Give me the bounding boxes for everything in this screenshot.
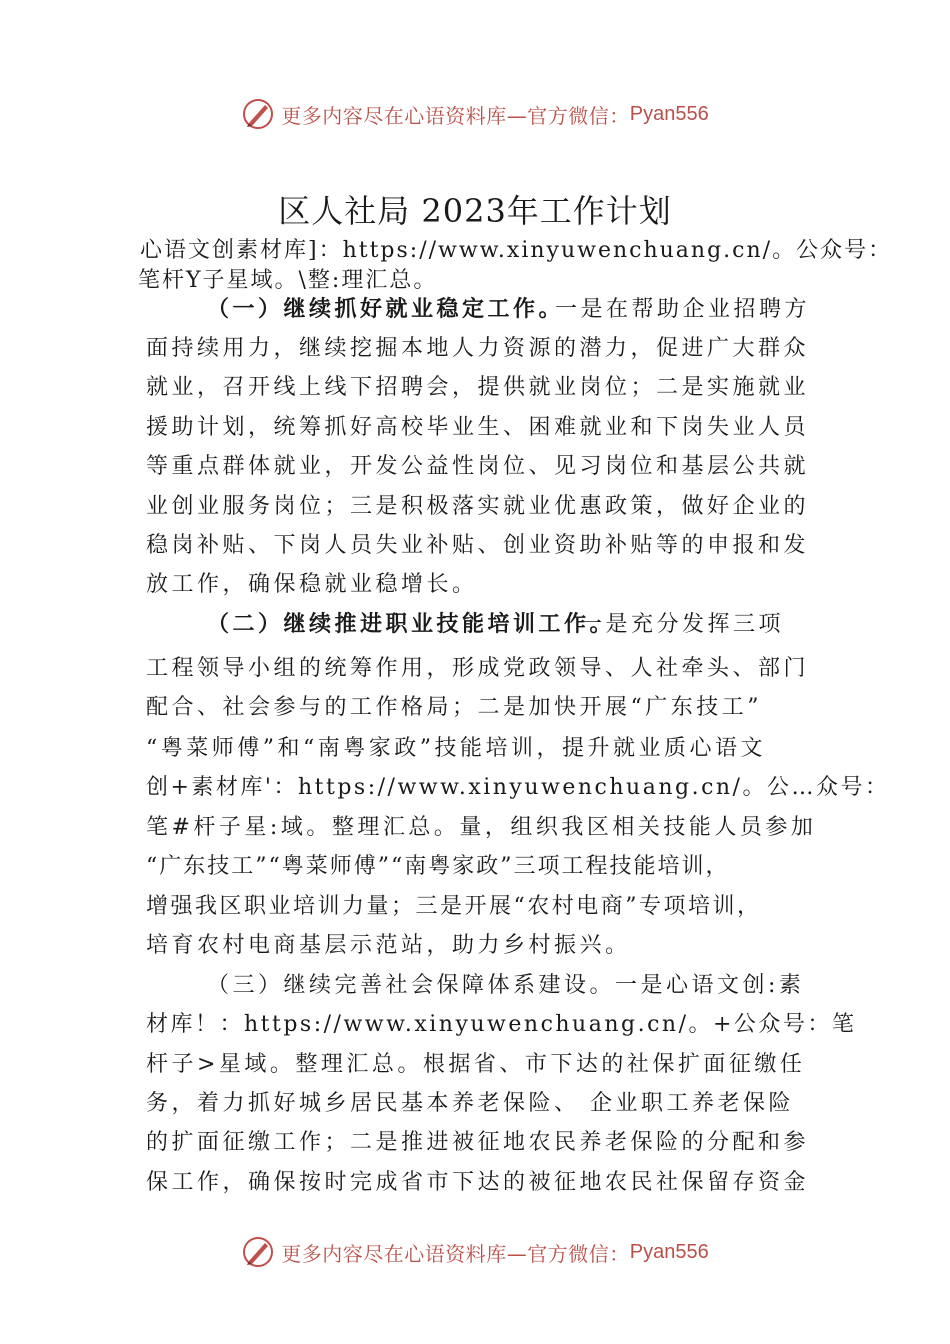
text-line: 心语文创素材库]：https://www.xinyuwenchuang.cn/。公众号： bbox=[140, 238, 893, 263]
text-line: 等重点群体就业，开发公益性岗位、见习岗位和基层公共就 bbox=[146, 454, 810, 479]
text-line: 一是在帮助企业招聘方 bbox=[555, 297, 811, 322]
text-line: 材库！：https://www.xinyuwenchuang.cn/。+公众号：笔 bbox=[146, 1012, 857, 1037]
text-line: 援助计划，统筹抓好高校毕业生、困难就业和下岗失业人员 bbox=[146, 415, 810, 440]
page-title: 区人社局 2023年工作计划 bbox=[278, 192, 672, 230]
text-line: 增强我区职业培训力量；三是开展“农村电商”专项培训， bbox=[146, 894, 762, 919]
text-line: 业创业服务岗位；三是积极落实就业优惠政策，做好企业的 bbox=[146, 494, 810, 519]
banner-wechat-id: Pyan556 bbox=[629, 102, 709, 125]
text-line: 务，着力抓好城乡居民基本养老保险、 企业职工养老保险 bbox=[146, 1091, 794, 1116]
section-heading-1: （一）继续抓好就业稳定工作。 bbox=[207, 296, 565, 322]
text-line: 笔#杆子星:域。整理汇总。量，组织我区相关技能人员参加 bbox=[146, 815, 817, 840]
banner-text: 更多内容尽在心语资料库—官方微信： bbox=[281, 1241, 630, 1266]
text-line: 保工作，确保按时完成省市下达的被征地农民社保留存资金 bbox=[146, 1170, 810, 1195]
text-line: 的扩面征缴工作；二是推进被征地农民养老保险的分配和参 bbox=[146, 1130, 810, 1155]
banner-wechat-id: Pyan556 bbox=[629, 1240, 709, 1263]
banner-text: 更多内容尽在心语资料库—官方微信： bbox=[281, 103, 630, 128]
text-line: 培育农村电商基层示范站，助力乡村振兴。 bbox=[146, 933, 631, 958]
pen-logo-icon bbox=[241, 1235, 275, 1269]
text-line: 放工作，确保稳就业稳增长。 bbox=[146, 572, 478, 597]
text-line: “粤菜师傅”和“南粤家政”技能培训，提升就业质心语文 bbox=[146, 736, 766, 761]
text-line: “广东技工”“粤菜师傅”“南粤家政”三项工程技能培训， bbox=[146, 854, 730, 879]
text-line: 创+素材库'：https://www.xinyuwenchuang.cn/。公…众号： bbox=[146, 775, 890, 800]
text-line: 笔杆Y子星域。\整:理汇总。 bbox=[138, 268, 438, 293]
text-line: 一是充分发挥三项 bbox=[580, 612, 785, 637]
text-line: 工程领导小组的统筹作用，形成党政领导、人社牵头、部门 bbox=[146, 656, 810, 681]
pen-logo-icon bbox=[241, 97, 275, 131]
text-line: 面持续用力，继续挖掘本地人力资源的潜力，促进广大群众 bbox=[146, 336, 810, 361]
footer-banner bbox=[0, 1232, 950, 1272]
text-line: 配合、社会参与的工作格局；二是加快开展“广东技工” bbox=[146, 695, 762, 720]
header-banner bbox=[0, 94, 950, 134]
text-line: 稳岗补贴、下岗人员失业补贴、创业资助补贴等的申报和发 bbox=[146, 533, 810, 558]
text-line: 就业，召开线上线下招聘会，提供就业岗位；二是实施就业 bbox=[146, 375, 810, 400]
text-line: 杆子>星域。整理汇总。根据省、市下达的社保扩面征缴任 bbox=[146, 1052, 806, 1077]
section-heading-3: （三）继续完善社会保障体系建设。一是心语文创:素 bbox=[207, 973, 805, 998]
section-heading-2: （二）继续推进职业技能培训工作。 bbox=[207, 611, 616, 637]
